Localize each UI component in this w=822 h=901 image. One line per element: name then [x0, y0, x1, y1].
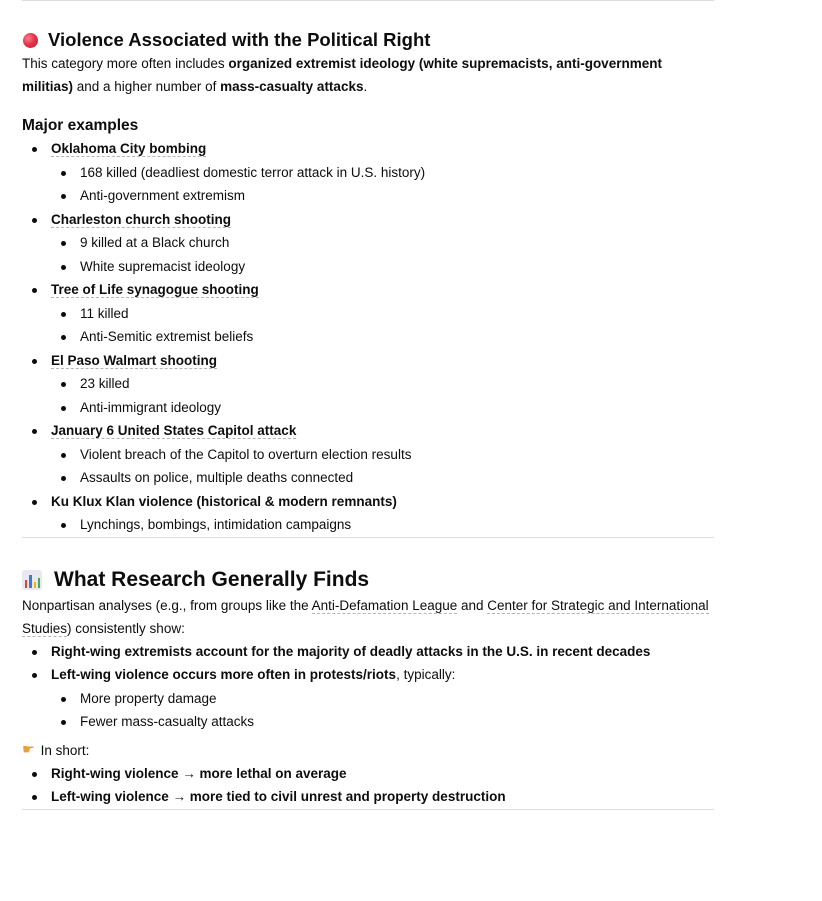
response-content	[22, 0, 714, 810]
list-item: Anti-Semitic extremist beliefs	[51, 325, 714, 349]
list-item: Left-wing violence → more tied to civil unrest and property destruction	[22, 785, 714, 809]
section-heading-research	[22, 566, 714, 594]
example-link[interactable]: January 6 United States Capitol attack	[51, 423, 297, 438]
pointing-hand-icon: ☛	[22, 741, 35, 758]
findings-list	[22, 640, 714, 734]
list-item: Right-wing extremists account for the majority of deadly attacks in the U.S. in recent decades	[22, 640, 714, 664]
list-item: 9 killed at a Black church	[51, 231, 714, 255]
list-item: 11 killed	[51, 302, 714, 326]
divider	[22, 809, 714, 810]
list-item: Violent breach of the Capitol to overturn election results	[51, 443, 714, 467]
list-item	[22, 419, 714, 490]
list-item	[22, 278, 714, 349]
csis-link[interactable]: Center for Strategic and International Studies	[22, 597, 709, 636]
divider	[22, 537, 714, 538]
list-item	[22, 349, 714, 420]
list-item	[22, 137, 714, 208]
red-circle-icon	[23, 33, 38, 48]
example-link[interactable]: Oklahoma City bombing	[51, 141, 207, 156]
list-item: Lynchings, bombings, intimidation campaigns	[51, 513, 714, 537]
list-item: Left-wing violence occurs more often in protests/riots, typically: More property damage Fewer mass-casualty attacks	[22, 663, 714, 734]
list-item: White supremacist ideology	[51, 255, 714, 279]
list-item: 23 killed	[51, 372, 714, 396]
section-intro: This category more often includes organized extremist ideology (white supremacists, anti-government militias) and a higher number of mass-casualty attacks.	[22, 56, 662, 94]
list-item: Anti-government extremism	[51, 184, 714, 208]
list-item	[22, 490, 714, 537]
example-link[interactable]: El Paso Walmart shooting	[51, 352, 218, 368]
example-title: Ku Klux Klan violence (historical & modern remnants)	[51, 493, 397, 509]
divider	[22, 0, 714, 1]
list-item: Anti-immigrant ideology	[51, 396, 714, 420]
bar-chart-icon	[22, 570, 42, 590]
section-intro: Nonpartisan analyses (e.g., from groups like the Anti-Defamation League and Center for Strategic and International Studies) consistently show:	[22, 597, 709, 636]
summary-list	[22, 762, 714, 809]
list-item: Right-wing violence → more lethal on average	[22, 762, 714, 786]
list-item	[22, 208, 714, 279]
example-link[interactable]: Charleston church shooting	[51, 211, 232, 227]
list-item: Assaults on police, multiple deaths connected	[51, 466, 714, 490]
list-item: Fewer mass-casualty attacks	[51, 710, 714, 734]
list-item: 168 killed (deadliest domestic terror attack in U.S. history)	[51, 161, 714, 185]
list-item: More property damage	[51, 687, 714, 711]
examples-list	[22, 137, 714, 537]
adl-link[interactable]: Anti-Defamation League	[311, 597, 458, 613]
section-title: Violence Associated with the Political Right	[48, 29, 431, 50]
section-title: What Research Generally Finds	[54, 567, 370, 591]
subheading-major-examples: Major examples	[22, 117, 139, 134]
in-short-line: ☛ In short:	[22, 739, 714, 762]
section-heading-right	[22, 28, 714, 52]
example-link[interactable]: Tree of Life synagogue shooting	[51, 282, 259, 297]
